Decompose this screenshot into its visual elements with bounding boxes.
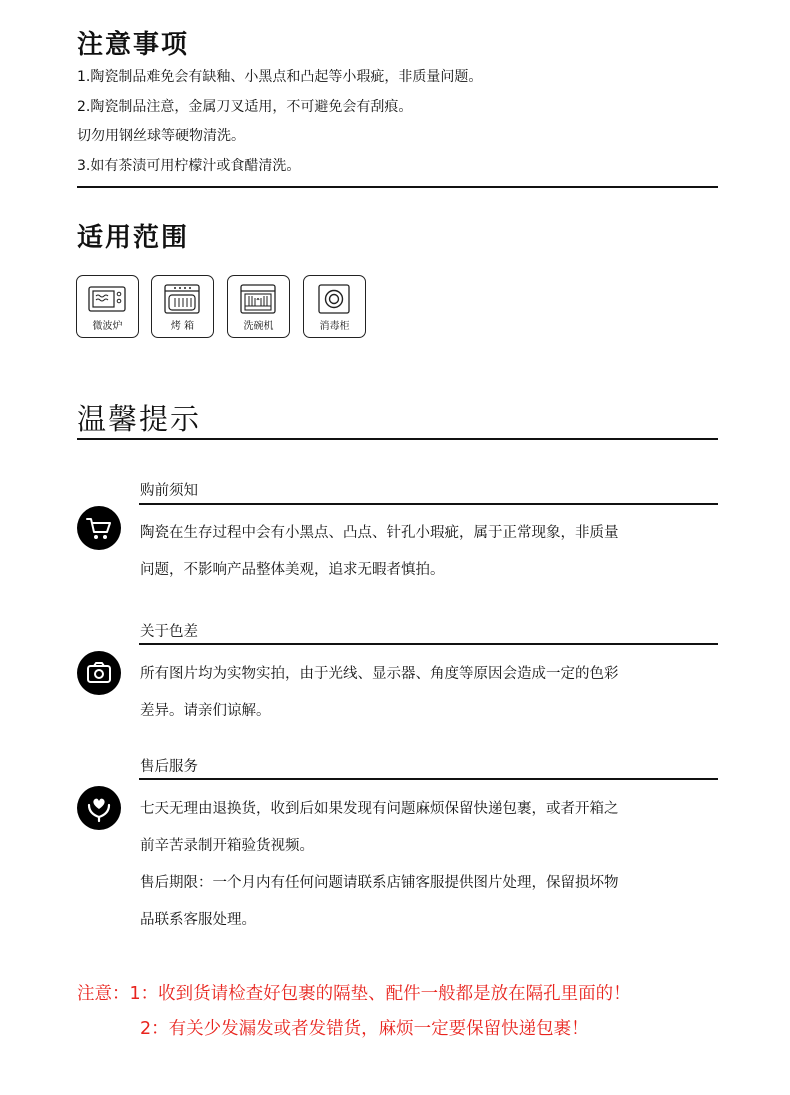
scope-item-microwave <box>76 275 139 338</box>
scope-item-dishwasher <box>227 275 290 338</box>
tip-line: 问题，不影响产品整体美观，追求无暇者慎拍。 <box>140 562 445 578</box>
sterilizer-icon <box>315 284 353 314</box>
tip-line: 陶瓷在生存过程中会有小黑点、凸点、针孔小瑕疵，属于正常现象，非质量 <box>140 525 619 541</box>
tip-line: 差异。请亲们谅解。 <box>140 703 271 719</box>
divider <box>77 186 718 188</box>
scope-item-label: 烤 箱 <box>170 321 195 332</box>
divider <box>77 438 718 440</box>
tip-heading-color: 关于色差 <box>140 624 198 640</box>
heart-hands-icon <box>77 786 121 830</box>
notes-line: 切勿用钢丝球等硬物清洗。 <box>77 128 245 144</box>
cart-icon <box>77 506 121 550</box>
tip-icon-badge <box>77 506 121 550</box>
tip-heading-service: 售后服务 <box>140 759 198 775</box>
tip-divider <box>139 503 718 505</box>
scope-item-label: 消毒柜 <box>319 321 350 332</box>
warning-line-2: 2：有关少发漏发或者发错货，麻烦一定要保留快递包裹！ <box>140 1019 589 1039</box>
tip-body-purchase <box>140 515 720 589</box>
notes-title: 注意事项 <box>77 30 190 60</box>
scope-title: 适用范围 <box>77 223 190 253</box>
tip-line: 品联系客服处理。 <box>140 912 256 928</box>
scope-item-label: 微波炉 <box>92 321 123 332</box>
scope-item-oven <box>151 275 214 338</box>
tip-body-color <box>140 656 720 730</box>
microwave-icon <box>88 284 126 314</box>
tip-line: 七天无理由退换货，收到后如果发现有问题麻烦保留快递包裹，或者开箱之 <box>140 801 619 817</box>
tip-line: 前辛苦录制开箱验货视频。 <box>140 838 314 854</box>
tip-body-service <box>140 791 720 939</box>
warning-line-1: 注意：1：收到货请检查好包裹的隔垫、配件一般都是放在隔孔里面的！ <box>77 984 631 1004</box>
tips-title: 温馨提示 <box>77 402 202 436</box>
camera-icon <box>77 651 121 695</box>
tip-icon-badge <box>77 651 121 695</box>
oven-icon <box>163 284 201 314</box>
tip-line: 所有图片均为实物实拍，由于光线、显示器、角度等原因会造成一定的色彩 <box>140 666 619 682</box>
tip-heading-purchase: 购前须知 <box>140 483 198 499</box>
tip-line: 售后期限：一个月内有任何问题请联系店铺客服提供图片处理，保留损坏物 <box>140 875 619 891</box>
dishwasher-icon <box>239 284 277 314</box>
scope-item-label: 洗碗机 <box>243 321 274 332</box>
scope-item-sterilizer <box>303 275 366 338</box>
notes-list <box>77 63 482 181</box>
notes-line: 2.陶瓷制品注意，金属刀叉适用，不可避免会有刮痕。 <box>77 98 413 115</box>
notes-line: 1.陶瓷制品难免会有缺釉、小黑点和凸起等小瑕疵，非质量问题。 <box>77 69 483 85</box>
notes-line: 3.如有茶渍可用柠檬汁或食醋清洗。 <box>77 157 301 174</box>
tip-icon-badge <box>77 786 121 830</box>
tip-divider <box>139 778 718 780</box>
tip-divider <box>139 643 718 645</box>
